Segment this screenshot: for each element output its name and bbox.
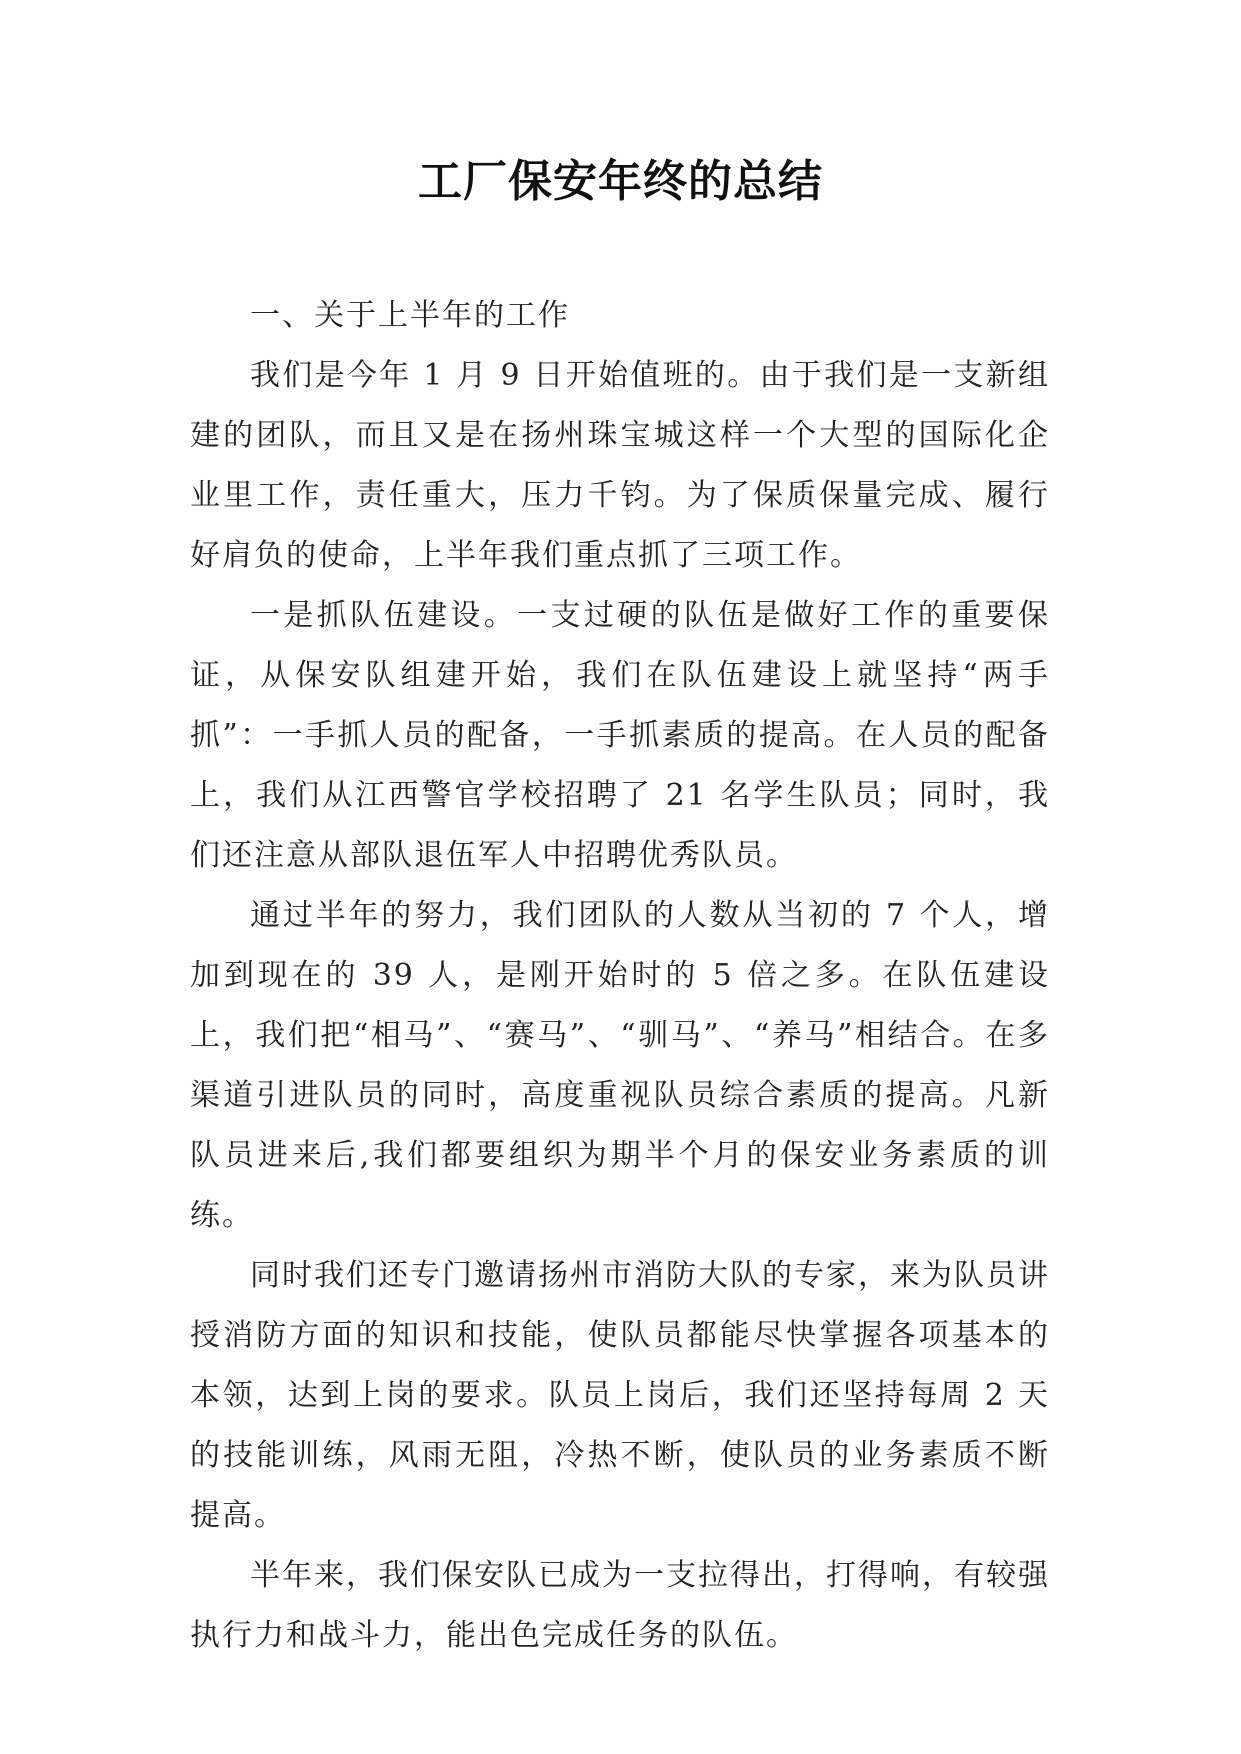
- paragraph: 通过半年的努力，我们团队的人数从当初的 7 个人，增加到现在的 39 人，是刚开始时的 5 倍之多。在队伍建设上，我们把“相马”、“赛马”、“驯马”、“养马”相结合。在多渠道引进队员的同时，高度重视队员综合素质的提高。凡新队员进来后,我们都要组织为期半个月的保安业务素质的训练。: [190, 898, 1050, 1233]
- paragraph: 半年来，我们保安队已成为一支拉得出，打得响，有较强执行力和战斗力，能出色完成任务的队伍。: [190, 1558, 1050, 1653]
- document-body: [190, 286, 1050, 1666]
- paragraph: 一是抓队伍建设。一支过硬的队伍是做好工作的重要保证，从保安队组建开始，我们在队伍建设上就坚持“两手抓”：一手抓人员的配备，一手抓素质的提高。在人员的配备上，我们从江西警官学校招聘了 21 名学生队员；同时，我们还注意从部队退伍军人中招聘优秀队员。: [190, 598, 1050, 873]
- paragraph: 我们是今年 1 月 9 日开始值班的。由于我们是一支新组建的团队，而且又是在扬州珠宝城这样一个大型的国际化企业里工作，责任重大，压力千钧。为了保质保量完成、履行好肩负的使命，上半年我们重点抓了三项工作。: [190, 358, 1050, 573]
- document-title: 工厂保安年终的总结: [418, 156, 823, 207]
- paragraph: 同时我们还专门邀请扬州市消防大队的专家，来为队员讲授消防方面的知识和技能，使队员都能尽快掌握各项基本的本领，达到上岗的要求。队员上岗后，我们还坚持每周 2 天的技能训练，风雨无阻，冷热不断，使队员的业务素质不断提高。: [190, 1258, 1050, 1533]
- section-heading: 一、关于上半年的工作: [250, 298, 570, 333]
